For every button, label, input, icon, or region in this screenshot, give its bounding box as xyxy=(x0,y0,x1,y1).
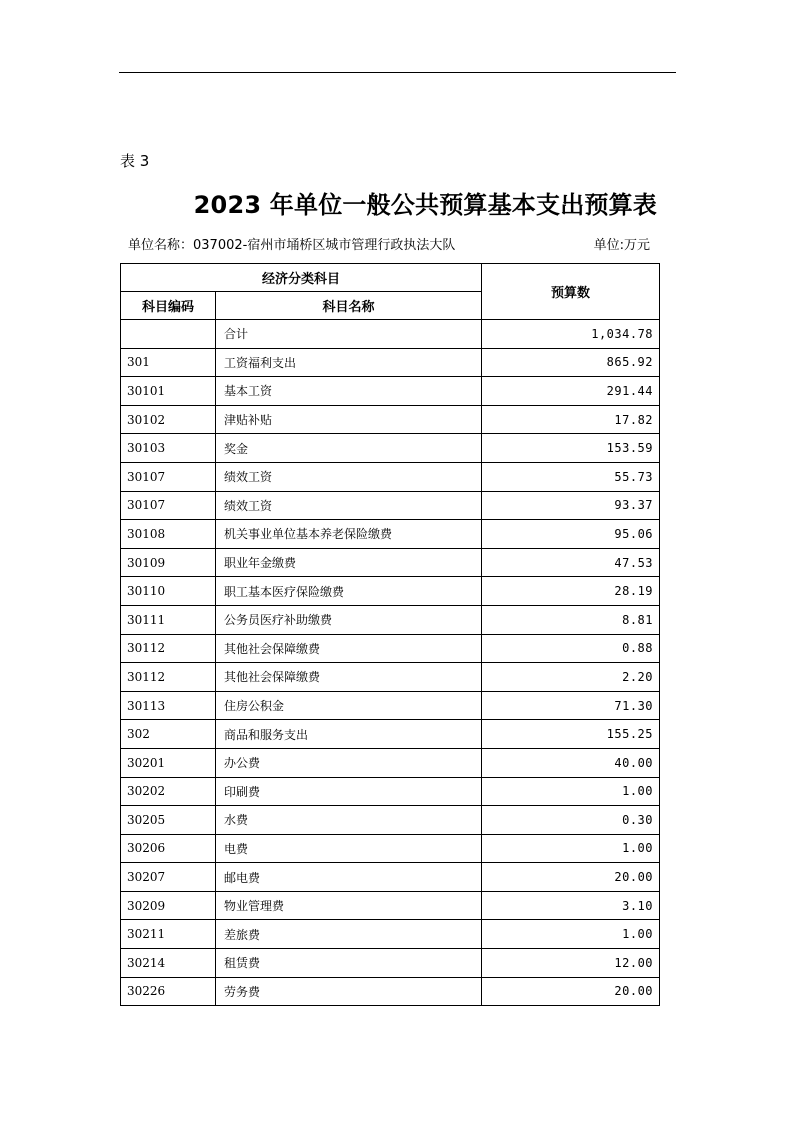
row-code: 30107 xyxy=(121,462,216,491)
row-code: 30111 xyxy=(121,605,216,634)
row-name: 工资福利支出 xyxy=(216,348,482,377)
row-code: 30101 xyxy=(121,377,216,406)
table-row xyxy=(121,863,660,892)
row-code xyxy=(121,320,216,349)
table-body xyxy=(121,320,660,1006)
row-name: 职业年金缴费 xyxy=(216,548,482,577)
row-amount: 1.00 xyxy=(482,777,660,806)
row-name: 物业管理费 xyxy=(216,891,482,920)
row-amount: 153.59 xyxy=(482,434,660,463)
table-row xyxy=(121,377,660,406)
budget-table xyxy=(120,263,660,1006)
table-row xyxy=(121,605,660,634)
unit-name: 单位名称：037002-宿州市埇桥区城市管理行政执法大队 xyxy=(128,238,456,253)
row-amount: 20.00 xyxy=(482,977,660,1006)
row-name: 基本工资 xyxy=(216,377,482,406)
table-row xyxy=(121,577,660,606)
row-code: 30206 xyxy=(121,834,216,863)
table-row xyxy=(121,520,660,549)
row-code: 30202 xyxy=(121,777,216,806)
row-amount: 55.73 xyxy=(482,462,660,491)
row-amount: 17.82 xyxy=(482,405,660,434)
row-code: 30110 xyxy=(121,577,216,606)
row-code: 30205 xyxy=(121,806,216,835)
table-row xyxy=(121,920,660,949)
table-meta xyxy=(128,234,656,252)
row-code: 30226 xyxy=(121,977,216,1006)
row-amount: 47.53 xyxy=(482,548,660,577)
row-name: 合计 xyxy=(216,320,482,349)
row-name: 办公费 xyxy=(216,748,482,777)
row-name: 绩效工资 xyxy=(216,462,482,491)
table-row xyxy=(121,348,660,377)
header-item-name: 科目名称 xyxy=(216,292,482,320)
row-code: 30112 xyxy=(121,663,216,692)
row-amount: 0.88 xyxy=(482,634,660,663)
row-name: 公务员医疗补助缴费 xyxy=(216,605,482,634)
row-name: 住房公积金 xyxy=(216,691,482,720)
row-code: 30211 xyxy=(121,920,216,949)
header-budget-amount: 预算数 xyxy=(482,264,660,320)
table-row xyxy=(121,977,660,1006)
row-code: 30107 xyxy=(121,491,216,520)
table-row xyxy=(121,720,660,749)
row-amount: 155.25 xyxy=(482,720,660,749)
row-amount: 40.00 xyxy=(482,748,660,777)
row-name: 津贴补贴 xyxy=(216,405,482,434)
table-row xyxy=(121,891,660,920)
row-amount: 2.20 xyxy=(482,663,660,692)
table-row xyxy=(121,806,660,835)
table-row xyxy=(121,748,660,777)
row-name: 机关事业单位基本养老保险缴费 xyxy=(216,520,482,549)
row-code: 30102 xyxy=(121,405,216,434)
row-name: 电费 xyxy=(216,834,482,863)
row-amount: 0.30 xyxy=(482,806,660,835)
row-amount: 20.00 xyxy=(482,863,660,892)
table-row xyxy=(121,548,660,577)
row-code: 30209 xyxy=(121,891,216,920)
row-code: 30201 xyxy=(121,748,216,777)
row-name: 劳务费 xyxy=(216,977,482,1006)
table-row xyxy=(121,777,660,806)
table-row xyxy=(121,405,660,434)
header-economic-classification: 经济分类科目 xyxy=(121,264,482,292)
row-amount: 8.81 xyxy=(482,605,660,634)
row-name: 邮电费 xyxy=(216,863,482,892)
row-code: 30207 xyxy=(121,863,216,892)
header-item-code: 科目编码 xyxy=(121,292,216,320)
table-row xyxy=(121,634,660,663)
row-code: 302 xyxy=(121,720,216,749)
row-amount: 1,034.78 xyxy=(482,320,660,349)
row-name: 差旅费 xyxy=(216,920,482,949)
table-row xyxy=(121,663,660,692)
table-row xyxy=(121,691,660,720)
table-row xyxy=(121,834,660,863)
row-amount: 71.30 xyxy=(482,691,660,720)
row-name: 租赁费 xyxy=(216,949,482,978)
row-amount: 12.00 xyxy=(482,949,660,978)
row-amount: 93.37 xyxy=(482,491,660,520)
row-name: 水费 xyxy=(216,806,482,835)
table-row xyxy=(121,320,660,349)
row-code: 30109 xyxy=(121,548,216,577)
row-code: 30103 xyxy=(121,434,216,463)
row-name: 职工基本医疗保险缴费 xyxy=(216,577,482,606)
table-row xyxy=(121,434,660,463)
row-code: 30112 xyxy=(121,634,216,663)
page-title: 2023 年单位一般公共预算基本支出预算表 xyxy=(193,191,657,219)
row-name: 绩效工资 xyxy=(216,491,482,520)
row-name: 奖金 xyxy=(216,434,482,463)
row-amount: 1.00 xyxy=(482,920,660,949)
table-row xyxy=(121,949,660,978)
row-amount: 1.00 xyxy=(482,834,660,863)
row-code: 30108 xyxy=(121,520,216,549)
table-row xyxy=(121,491,660,520)
row-name: 商品和服务支出 xyxy=(216,720,482,749)
row-name: 印刷费 xyxy=(216,777,482,806)
table-row xyxy=(121,462,660,491)
row-code: 30214 xyxy=(121,949,216,978)
row-amount: 28.19 xyxy=(482,577,660,606)
row-code: 30113 xyxy=(121,691,216,720)
row-code: 301 xyxy=(121,348,216,377)
row-amount: 291.44 xyxy=(482,377,660,406)
row-amount: 95.06 xyxy=(482,520,660,549)
row-amount: 865.92 xyxy=(482,348,660,377)
header-rule xyxy=(119,72,676,73)
table-number: 表 3 xyxy=(120,152,150,170)
row-name: 其他社会保障缴费 xyxy=(216,663,482,692)
row-name: 其他社会保障缴费 xyxy=(216,634,482,663)
currency-unit: 单位:万元 xyxy=(593,238,650,253)
row-amount: 3.10 xyxy=(482,891,660,920)
